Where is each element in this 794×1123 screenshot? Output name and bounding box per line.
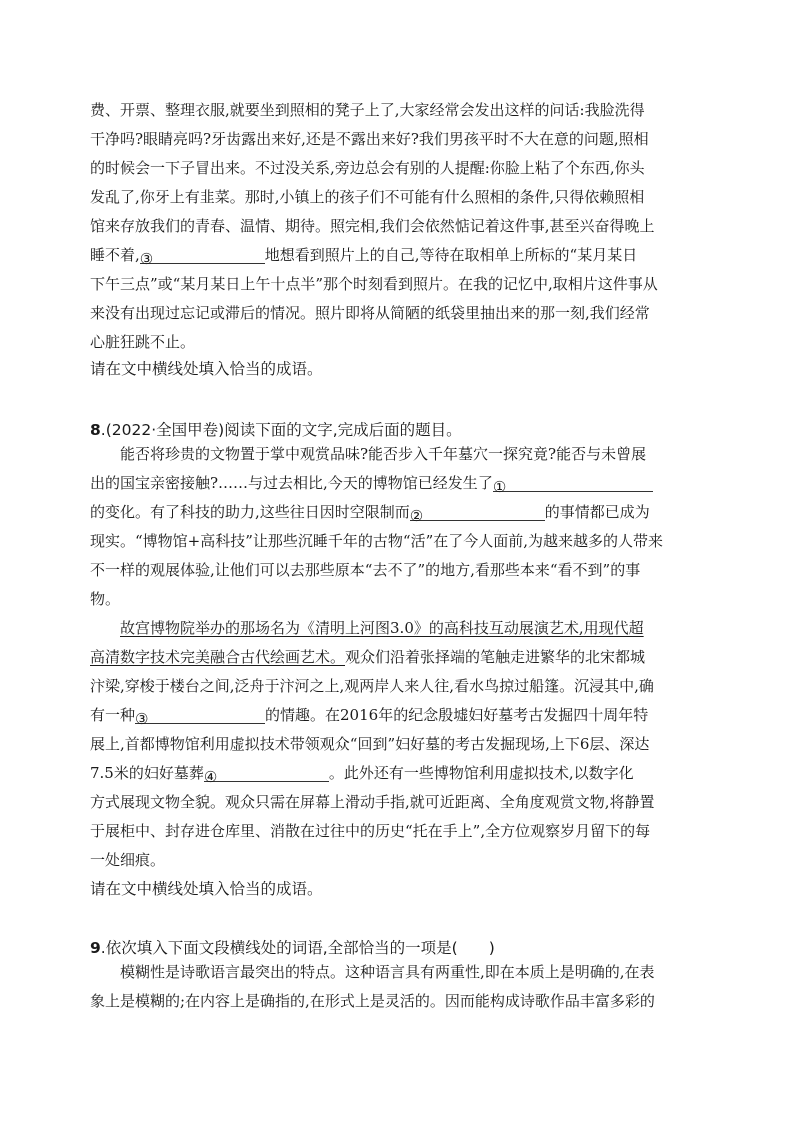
text-fragment: 有一种 — [90, 706, 136, 724]
text-line: 不一样的观展体验,让他们可以去那些原本“去不了”的地方,看那些本来“看不到”的事 — [90, 561, 641, 579]
fill-blank-4[interactable] — [203, 763, 329, 786]
text-line: 干净吗?眼睛亮吗?牙齿露出来好,还是不露出来好?我们男孩平时不大在意的问题,照相 — [90, 130, 649, 148]
text-line-with-blank — [90, 241, 704, 270]
q9-passage — [90, 958, 704, 1016]
question-header-text: .依次填入下面文段横线处的词语,全部恰当的一项是( ) — [100, 939, 495, 957]
blank-marker: ① — [492, 478, 507, 496]
text-line: 能否将珍贵的文物置于掌中观赏品味?能否步入千年墓穴一探究竟?能否与未曾展 — [120, 445, 647, 463]
text-line: 费、开票、整理衣服,就要坐到照相的凳子上了,大家经常会发出这样的问话:我脸洗得 — [90, 101, 645, 119]
text-line-underlined — [90, 614, 704, 643]
text-line: 心脏狂跳不止。 — [90, 333, 196, 351]
text-fragment: 的变化。有了科技的助力,这些往日因时空限制而 — [90, 503, 410, 521]
fill-blank-1[interactable] — [492, 473, 653, 496]
text-line: 于展柜中、封存进仓库里、消散在过往中的历史“托在手上”,全方位观察岁月留下的每 — [90, 822, 651, 840]
text-line: 发乱了,你牙上有韭菜。那时,小镇上的孩子们不可能有什么照相的条件,只得依赖照相 — [90, 188, 645, 206]
text-line-with-blank — [90, 759, 704, 788]
text-fragment: 7.5米的妇好墓葬 — [90, 764, 204, 782]
blank-marker: ③ — [139, 250, 154, 268]
q8-header — [90, 418, 462, 440]
text-fragment: 出的国宝亲密接触?……与过去相比,今天的博物馆已经发生了 — [90, 474, 493, 492]
question-number: 9 — [90, 939, 101, 957]
text-fragment: 观众们沿着张择端的笔触走进繁华的北宋都城 — [345, 648, 646, 666]
text-line: 象上是模糊的;在内容上是确指的,在形式上是灵活的。因而能构成诗歌作品丰富多彩的 — [90, 992, 655, 1010]
text-line: 物。 — [90, 590, 121, 608]
underlined-sentence: 高清数字技术完美融合古代绘画艺术。 — [90, 648, 346, 666]
text-line-underlined — [90, 643, 704, 672]
text-line: 现实。“博物馆+高科技”让那些沉睡千年的古物“活”在了今人面前,为越来越多的人带来 — [90, 532, 664, 550]
text-fragment: 地想看到照片上的自己,等待在取相单上所标的“某月某日 — [264, 246, 638, 264]
blank-marker: ④ — [203, 768, 218, 786]
text-line: 一处细痕。 — [90, 851, 166, 869]
text-line: 展上,首都博物馆利用虚拟技术带领观众“回到”妇好墓的考古发掘现场,上下6层、深达 — [90, 735, 650, 753]
text-fragment: 的情趣。在2016年的纪念殷墟妇好墓考古发掘四十周年特 — [265, 706, 649, 724]
fill-blank-3[interactable] — [135, 705, 265, 728]
text-line-with-blank — [90, 701, 704, 730]
text-line: 来没有出现过忘记或滞后的情况。照片即将从简陋的纸袋里抽出来的那一刻,我们经常 — [90, 304, 650, 322]
blank-marker: ③ — [135, 710, 149, 728]
text-line: 的时候会一下子冒出来。不过没关系,旁边总会有别的人提醒:你脸上粘了个东西,你头 — [90, 159, 645, 177]
text-line-with-blank — [90, 469, 704, 498]
text-fragment: 睡不着, — [90, 246, 140, 264]
q7-instruction: 请在文中横线处填入恰当的成语。 — [90, 360, 323, 378]
q7-passage — [90, 96, 704, 357]
text-line: 方式展现文物全貌。观众只需在屏幕上滑动手指,就可近距离、全角度观赏文物,将静置 — [90, 793, 655, 811]
text-line: 下午三点”或“某月某日上午十点半”那个时刻看到照片。在我的记忆中,取相片这件事从 — [90, 275, 658, 293]
q8-passage-1 — [90, 440, 704, 614]
text-fragment: 。此外还有一些博物馆利用虚拟技术,以数字化 — [328, 764, 634, 782]
text-line-with-blank — [90, 498, 704, 527]
text-line: 模糊性是诗歌语言最突出的特点。这种语言具有两重性,即在本质上是明确的,在表 — [120, 963, 655, 981]
question-header-text: .(2022·全国甲卷)阅读下面的文字,完成后面的题目。 — [100, 421, 462, 439]
text-line: 馆来存放我们的青春、温情、期待。照完相,我们会依然惦记着这件事,甚至兴奋得晚上 — [90, 217, 655, 235]
text-fragment: 的事情都已成为 — [544, 503, 650, 521]
question-number: 8 — [90, 421, 101, 439]
text-line: 汴梁,穿梭于楼台之间,泛舟于汴河之上,观两岸人来人往,看水鸟掠过船篷。沉浸其中,确 — [90, 677, 654, 695]
q8-passage-2 — [90, 614, 704, 875]
blank-marker: ② — [409, 507, 424, 525]
q8-instruction: 请在文中横线处填入恰当的成语。 — [90, 880, 323, 898]
q9-header — [90, 936, 495, 958]
fill-blank-2[interactable] — [409, 502, 545, 525]
fill-blank-3[interactable] — [139, 245, 265, 268]
underlined-sentence: 故宫博物院举办的那场名为《清明上河图3.0》的高科技互动展演艺术,用现代超 — [120, 619, 644, 637]
